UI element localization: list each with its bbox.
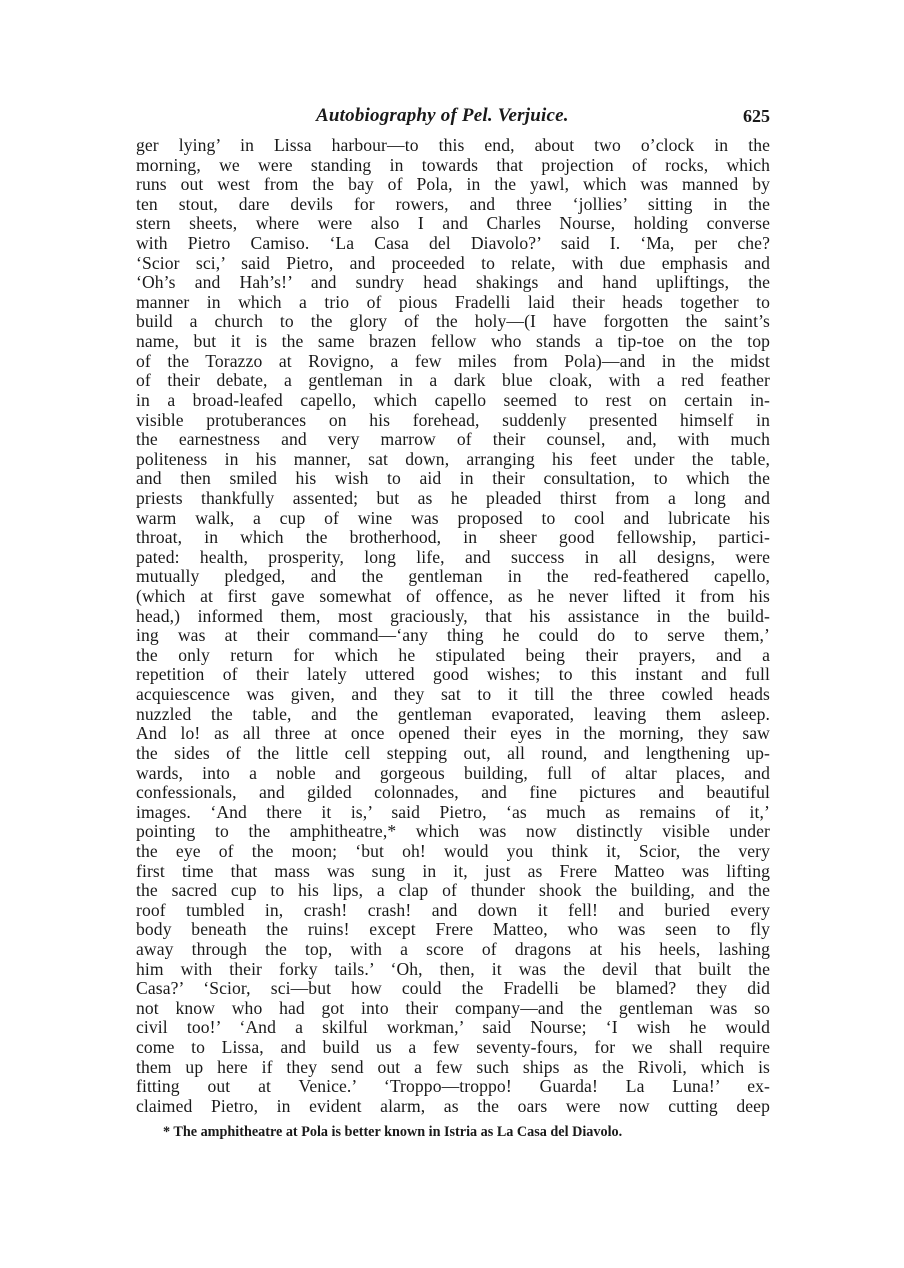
text-line: the sacred cup to his lips, a clap of thunder shook the building, and the <box>136 880 770 901</box>
text-line: roof tumbled in, crash! crash! and down it fell! and buried every <box>136 899 770 920</box>
text-line: the sides of the little cell stepping out, all round, and lengthening up- <box>136 742 770 763</box>
text-line: ten stout, dare devils for rowers, and three ‘jollies’ sitting in the <box>136 193 770 214</box>
text-line: claimed Pietro, in evident alarm, as the oars were now cutting deep <box>136 1095 770 1116</box>
text-line: ‘Scior sci,’ said Pietro, and proceeded to relate, with due emphasis and <box>136 252 770 273</box>
text-line: of the Torazzo at Rovigno, a few miles from Pola)—and in the midst <box>136 350 770 371</box>
text-line: priests thankfully assented; but as he pleaded thirst from a long and <box>136 487 770 508</box>
running-title: Autobiography of Pel. Verjuice. <box>316 105 569 126</box>
footnote: * The amphitheatre at Pola is better known in Istria as La Casa del Diavolo. <box>163 1124 623 1141</box>
text-line: runs out west from the bay of Pola, in the yawl, which was manned by <box>136 174 770 195</box>
text-line: ing was at their command—‘any thing he could do to serve them,’ <box>136 625 770 646</box>
text-line: (which at first gave somewhat of offence, as he never lifted it from his <box>136 586 770 607</box>
text-line: civil too!’ ‘And a skilful workman,’ said Nourse; ‘I wish he would <box>136 1017 770 1038</box>
text-line: fitting out at Venice.’ ‘Troppo—troppo! Guarda! La Luna!’ ex- <box>136 1076 770 1097</box>
text-line: away through the top, with a score of dragons at his heels, lashing <box>136 938 770 959</box>
text-line: images. ‘And there it is,’ said Pietro, ‘as much as remains of it,’ <box>136 801 770 822</box>
text-line: And lo! as all three at once opened their eyes in the morning, they saw <box>136 723 770 744</box>
page-number: 625 <box>743 106 770 126</box>
running-head <box>136 104 770 128</box>
text-line: name, but it is the same brazen fellow who stands a tip-toe on the top <box>136 331 770 352</box>
text-line: throat, in which the brotherhood, in sheer good fellowship, partici- <box>136 527 770 548</box>
text-line: confessionals, and gilded colonnades, and fine pictures and beautiful <box>136 782 770 803</box>
text-line: the earnestness and very marrow of their counsel, and, with much <box>136 429 770 450</box>
text-line: visible protuberances on his forehead, suddenly presented himself in <box>136 409 770 430</box>
text-line: pointing to the amphitheatre,* which was now distinctly visible under <box>136 821 770 842</box>
book-page <box>136 104 770 1141</box>
text-line: head,) informed them, most graciously, that his assistance in the build- <box>136 605 770 626</box>
text-line: Casa?’ ‘Scior, sci—but how could the Fradelli be blamed? they did <box>136 978 770 999</box>
text-line: politeness in his manner, sat down, arranging his feet under the table, <box>136 448 770 469</box>
text-line: morning, we were standing in towards that projection of rocks, which <box>136 154 770 175</box>
text-line: them up here if they send out a few such ships as the Rivoli, which is <box>136 1056 770 1077</box>
text-line: not know who had got into their company—and the gentleman was so <box>136 997 770 1018</box>
text-line: warm walk, a cup of wine was proposed to cool and lubricate his <box>136 507 770 528</box>
body-text <box>136 136 770 1116</box>
text-line: him with their forky tails.’ ‘Oh, then, it was the devil that built the <box>136 958 770 979</box>
text-line: with Pietro Camiso. ‘La Casa del Diavolo?’ said I. ‘Ma, per che? <box>136 233 770 254</box>
text-line: manner in which a trio of pious Fradelli laid their heads together to <box>136 291 770 312</box>
text-line: mutually pledged, and the gentleman in the red-feathered capello, <box>136 566 770 587</box>
text-line: build a church to the glory of the holy—(I have forgotten the saint’s <box>136 311 770 332</box>
text-line: and then smiled his wish to aid in their consultation, to which the <box>136 468 770 489</box>
text-line: nuzzled the table, and the gentleman evaporated, leaving them asleep. <box>136 703 770 724</box>
text-line: wards, into a noble and gorgeous building, full of altar places, and <box>136 762 770 783</box>
text-line: body beneath the ruins! except Frere Matteo, who was seen to fly <box>136 919 770 940</box>
text-line: ger lying’ in Lissa harbour—to this end, about two o’clock in the <box>136 135 770 155</box>
text-line: stern sheets, where were also I and Charles Nourse, holding converse <box>136 213 770 234</box>
text-line: of their debate, a gentleman in a dark blue cloak, with a red feather <box>136 370 770 391</box>
text-line: the only return for which he stipulated being their prayers, and a <box>136 644 770 665</box>
text-line: in a broad-leafed capello, which capello seemed to rest on certain in- <box>136 389 770 410</box>
text-line: ‘Oh’s and Hah’s!’ and sundry head shakings and hand upliftings, the <box>136 272 770 293</box>
text-line: first time that mass was sung in it, just as Frere Matteo was lifting <box>136 860 770 881</box>
text-line: the eye of the moon; ‘but oh! would you think it, Scior, the very <box>136 840 770 861</box>
text-line: repetition of their lately uttered good wishes; to this instant and full <box>136 664 770 685</box>
text-line: pated: health, prosperity, long life, and success in all designs, were <box>136 546 770 567</box>
text-line: come to Lissa, and build us a few seventy-fours, for we shall require <box>136 1037 770 1058</box>
text-line: acquiescence was given, and they sat to it till the three cowled heads <box>136 684 770 705</box>
